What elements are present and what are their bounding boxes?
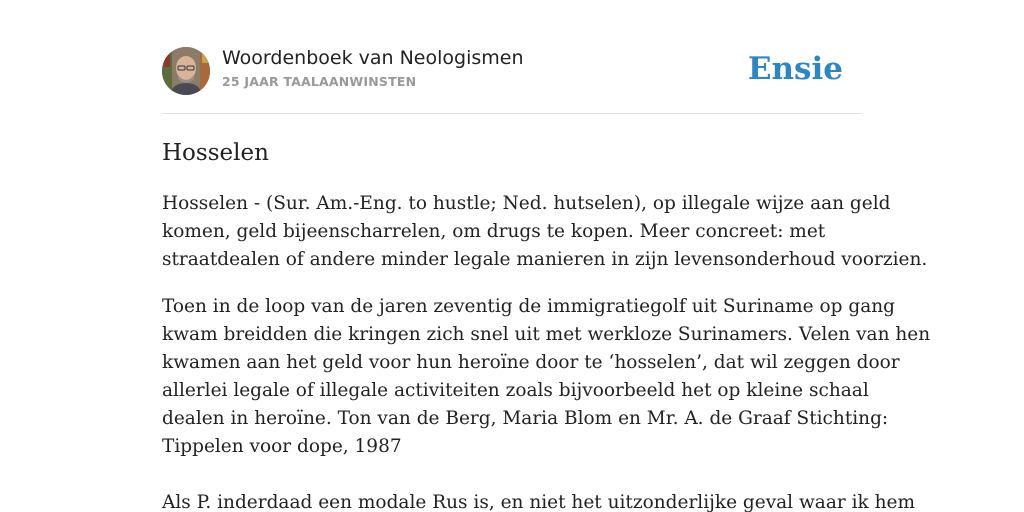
entry-content [162, 190, 931, 512]
header-divider [162, 113, 862, 114]
site-header [162, 46, 862, 96]
text-line: Hosselen - (Sur. Am.-Eng. to hustle; Ned. hutselen), op illegale wijze aan geld [162, 193, 891, 214]
text-line: Toen in de loop van de jaren zeventig de immigratiegolf uit Suriname op gang [162, 296, 895, 317]
author-portrait-icon [162, 47, 210, 95]
text-line: komen, geld bijeenscharrelen, om drugs te kopen. Meer concreet: met [162, 221, 826, 242]
site-title[interactable]: Woordenboek van Neologismen [222, 47, 524, 69]
text-line: allerlei legale of illegale activiteiten zoals bijvoorbeeld het op kleine schaal [162, 380, 869, 401]
text-line: kwamen aan het geld voor hun heroïne door te ‘hosselen’, dat wil zeggen door [162, 352, 900, 373]
definition-paragraph [162, 190, 928, 274]
ensie-logo-link[interactable]: Ensie [747, 51, 843, 87]
text-line: dealen in heroïne. Ton van de Berg, Maria Blom en Mr. A. de Graaf Stichting: [162, 408, 889, 429]
text-line: straatdealen of andere minder legale manieren in zijn levensonderhoud voorzien. [162, 249, 928, 270]
text-line: Tippelen voor dope, 1987 [162, 436, 402, 457]
entry-title: Hosselen [162, 140, 269, 166]
text-line: kwam breidden die kringen zich snel uit met werkloze Surinamers. Velen van hen [162, 324, 931, 345]
site-subtitle: 25 JAAR TAALAANWINSTEN [222, 74, 417, 89]
text-line: Als P. inderdaad een modale Rus is, en niet het uitzonderlijke geval waar ik hem [162, 492, 916, 512]
quote-paragraph [162, 293, 931, 461]
quote-paragraph [162, 489, 916, 512]
author-avatar[interactable] [162, 47, 210, 95]
